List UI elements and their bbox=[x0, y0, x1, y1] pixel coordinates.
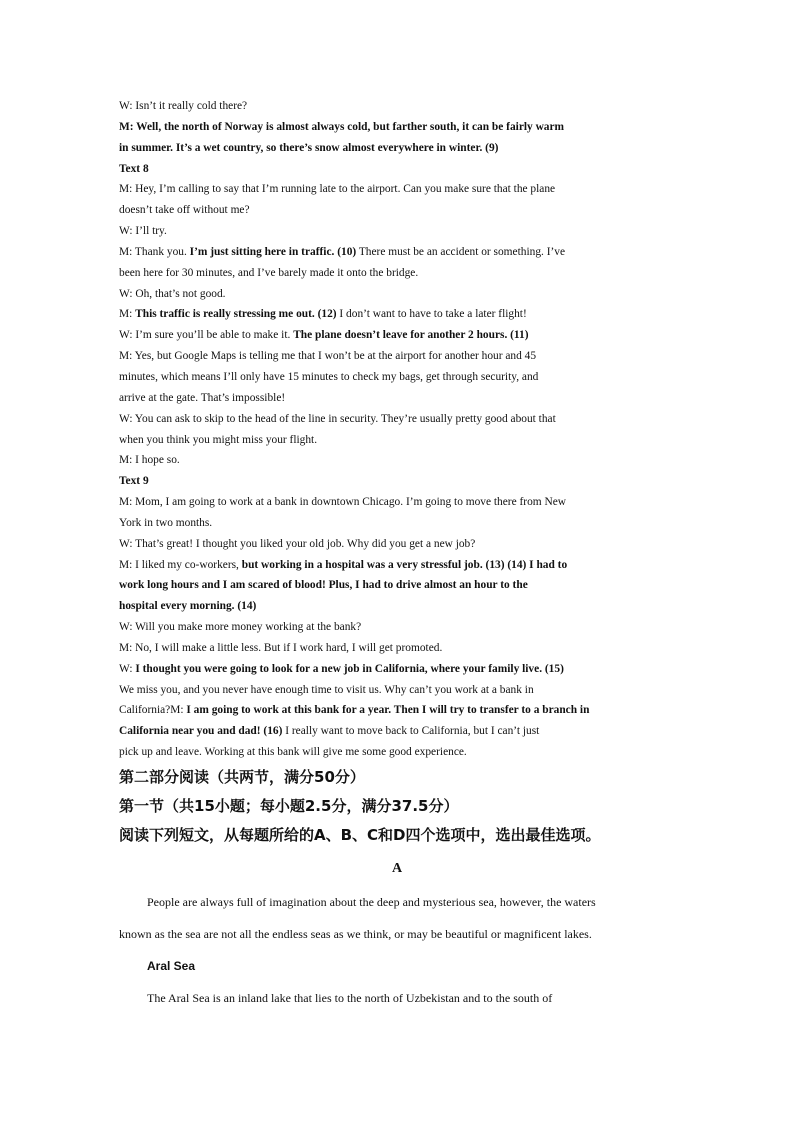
dialogue-line: arrive at the gate. That’s impossible! bbox=[119, 391, 286, 404]
plain-text: W: I’m sure you’ll be able to make it. bbox=[119, 329, 294, 342]
plain-text: California?M: bbox=[119, 704, 187, 717]
dialogue-line: been here for 30 minutes, and I’ve barely made it onto the bridge. bbox=[119, 266, 419, 279]
bold-text: California near you and dad! (16) bbox=[119, 725, 283, 738]
dialogue-line: hospital every morning. (14) bbox=[119, 600, 257, 613]
dialogue-line: We miss you, and you never have enough time to visit us. Why can’t you work at a bank in bbox=[119, 683, 534, 696]
plain-text: W: bbox=[119, 662, 136, 675]
dialogue-line: M: Mom, I am going to work at a bank in downtown Chicago. I’m going to move there from New bbox=[119, 496, 567, 509]
dialogue-line: York in two months. bbox=[119, 516, 213, 529]
dialogue-line bbox=[119, 325, 675, 346]
bold-text: I am going to work at this bank for a year. Then I will try to transfer to a branch in bbox=[186, 704, 590, 717]
dialogue-line: M: I hope so. bbox=[119, 454, 180, 467]
instructions: 阅读下列短文，从每题所给的A、B、C和D四个选项中，选出最佳选项。 bbox=[119, 826, 601, 844]
dialogue-line bbox=[119, 555, 675, 576]
passage-line: People are always full of imagination about the deep and mysterious sea, however, the waters bbox=[147, 895, 596, 909]
dialogue-line bbox=[119, 304, 675, 325]
dialogue-line: W: Will you make more money working at the bank? bbox=[119, 621, 362, 634]
dialogue-line: W: Oh, that’s not good. bbox=[119, 287, 226, 300]
dialogue-line: W: That’s great! I thought you liked your old job. Why did you get a new job? bbox=[119, 537, 476, 550]
part-heading: 第二部分阅读（共两节，满分50分） bbox=[119, 768, 365, 786]
dialogue-line: doesn’t take off without me? bbox=[119, 204, 250, 217]
bold-text: This traffic is really stressing me out. (12) bbox=[135, 308, 337, 321]
dialogue-line: in summer. It’s a wet country, so there’s snow almost everywhere in winter. (9) bbox=[119, 141, 499, 154]
dialogue-line bbox=[119, 700, 675, 721]
dialogue-line: work long hours and I am scared of blood! Plus, I had to drive almost an hour to the bbox=[119, 579, 528, 592]
bold-text: but working in a hospital was a very stressful job. (13) (14) I had to bbox=[241, 558, 568, 571]
dialogue-line bbox=[119, 242, 675, 263]
document-page bbox=[119, 96, 675, 1014]
dialogue-line: W: I’ll try. bbox=[119, 225, 167, 238]
dialogue-line bbox=[119, 659, 675, 680]
dialogue-line: W: Isn’t it really cold there? bbox=[119, 100, 248, 112]
bold-text: I thought you were going to look for a new job in California, where your family live. (15) bbox=[135, 662, 564, 675]
dialogue-line: W: You can ask to skip to the head of the line in security. They’re usually pretty good about that bbox=[119, 412, 556, 425]
text-heading: Text 8 bbox=[119, 162, 149, 175]
plain-text: There must be an accident or something. I’ve bbox=[356, 245, 566, 258]
dialogue-line: minutes, which means I’ll only have 15 minutes to check my bags, get through security, and bbox=[119, 370, 539, 383]
dialogue-line bbox=[119, 721, 675, 742]
dialogue-line: M: Well, the north of Norway is almost always cold, but farther south, it can be fairly warm bbox=[119, 120, 565, 133]
section-heading: 第一节（共15小题；每小题2.5分，满分37.5分） bbox=[119, 797, 459, 815]
text-heading: Text 9 bbox=[119, 475, 149, 488]
bold-text: The plane doesn’t leave for another 2 hours. (11) bbox=[293, 329, 529, 342]
plain-text: M: I liked my co-workers, bbox=[119, 558, 242, 571]
plain-text: I don’t want to have to take a later flight! bbox=[336, 308, 527, 321]
bold-text: I’m just sitting here in traffic. (10) bbox=[189, 245, 357, 258]
dialogue-line: M: Yes, but Google Maps is telling me that I won’t be at the airport for another hour and 45 bbox=[119, 350, 537, 363]
passage-subtitle: Aral Sea bbox=[147, 959, 196, 973]
dialogue-line: when you think you might miss your flight. bbox=[119, 433, 318, 446]
dialogue-line: M: Hey, I’m calling to say that I’m running late to the airport. Can you make sure that the plane bbox=[119, 183, 556, 196]
dialogue-line: pick up and leave. Working at this bank will give me some good experience. bbox=[119, 746, 467, 759]
passage-letter: A bbox=[391, 861, 403, 876]
plain-text: M: Thank you. bbox=[119, 245, 190, 258]
plain-text: M: bbox=[119, 308, 136, 321]
plain-text: I really want to move back to California, but I can’t just bbox=[282, 725, 540, 738]
passage-line: known as the sea are not all the endless seas as we think, or may be beautiful or magnificent lakes. bbox=[119, 927, 592, 941]
dialogue-line: M: No, I will make a little less. But if I work hard, I will get promoted. bbox=[119, 641, 443, 654]
passage-line: The Aral Sea is an inland lake that lies to the north of Uzbekistan and to the south of bbox=[147, 991, 553, 1005]
